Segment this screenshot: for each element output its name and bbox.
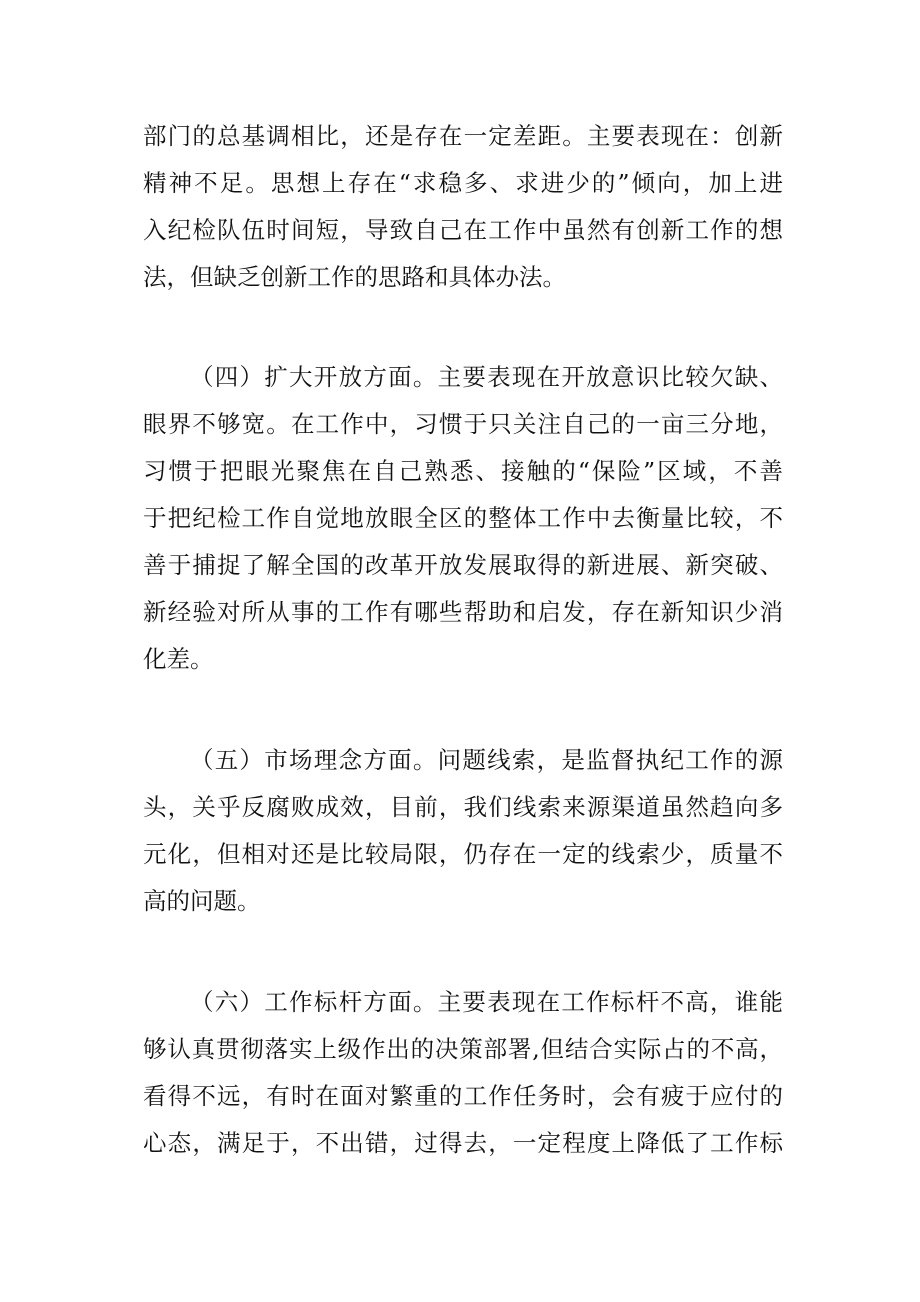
paragraph-2-line-6: 新经验对所从事的工作有哪些帮助和启发，存在新知识少消	[143, 598, 783, 626]
paragraph-2-line-3: 习惯于把眼光聚焦在自己熟悉、接触的“保险”区域，不善	[143, 457, 783, 485]
paragraph-2-line-4: 于把纪检工作自觉地放眼全区的整体工作中去衡量比较，不	[143, 504, 783, 532]
paragraph-2-line-5: 善于捕捉了解全国的改革开放发展取得的新进展、新突破、	[143, 551, 783, 579]
paragraph-1-line-2: 精神不足。思想上存在“求稳多、求进少的”倾向，加上进	[143, 169, 783, 197]
paragraph-4-line-1: （六）工作标杆方面。主要表现在工作标杆不高，谁能	[190, 988, 783, 1016]
paragraph-4-line-2: 够认真贯彻落实上级作出的决策部署,但结合实际占的不高，	[143, 1035, 783, 1063]
paragraph-3-line-2: 头，关乎反腐败成效，目前，我们线索来源渠道虽然趋向多	[143, 793, 783, 821]
paragraph-2-line-1: （四）扩大开放方面。主要表现在开放意识比较欠缺、	[190, 363, 783, 391]
paragraph-3-line-3: 元化，但相对还是比较局限，仍存在一定的线索少，质量不	[143, 840, 783, 868]
paragraph-4-line-3: 看得不远，有时在面对繁重的工作任务时，会有疲于应付的	[143, 1082, 783, 1110]
paragraph-1-line-3: 入纪检队伍时间短，导致自己在工作中虽然有创新工作的想	[143, 216, 783, 244]
paragraph-2-line-7: 化差。	[143, 645, 214, 673]
paragraph-3-line-1: （五）市场理念方面。问题线索，是监督执纪工作的源	[190, 746, 783, 774]
paragraph-3-line-4: 高的问题。	[143, 887, 261, 915]
paragraph-1-line-1: 部门的总基调相比，还是存在一定差距。主要表现在：创新	[143, 122, 783, 150]
paragraph-1-line-4: 法，但缺乏创新工作的思路和具体办法。	[143, 263, 566, 291]
paragraph-4-line-4: 心态，满足于，不出错，过得去，一定程度上降低了工作标	[143, 1129, 783, 1157]
paragraph-2-line-2: 眼界不够宽。在工作中，习惯于只关注自己的一亩三分地，	[143, 410, 783, 438]
